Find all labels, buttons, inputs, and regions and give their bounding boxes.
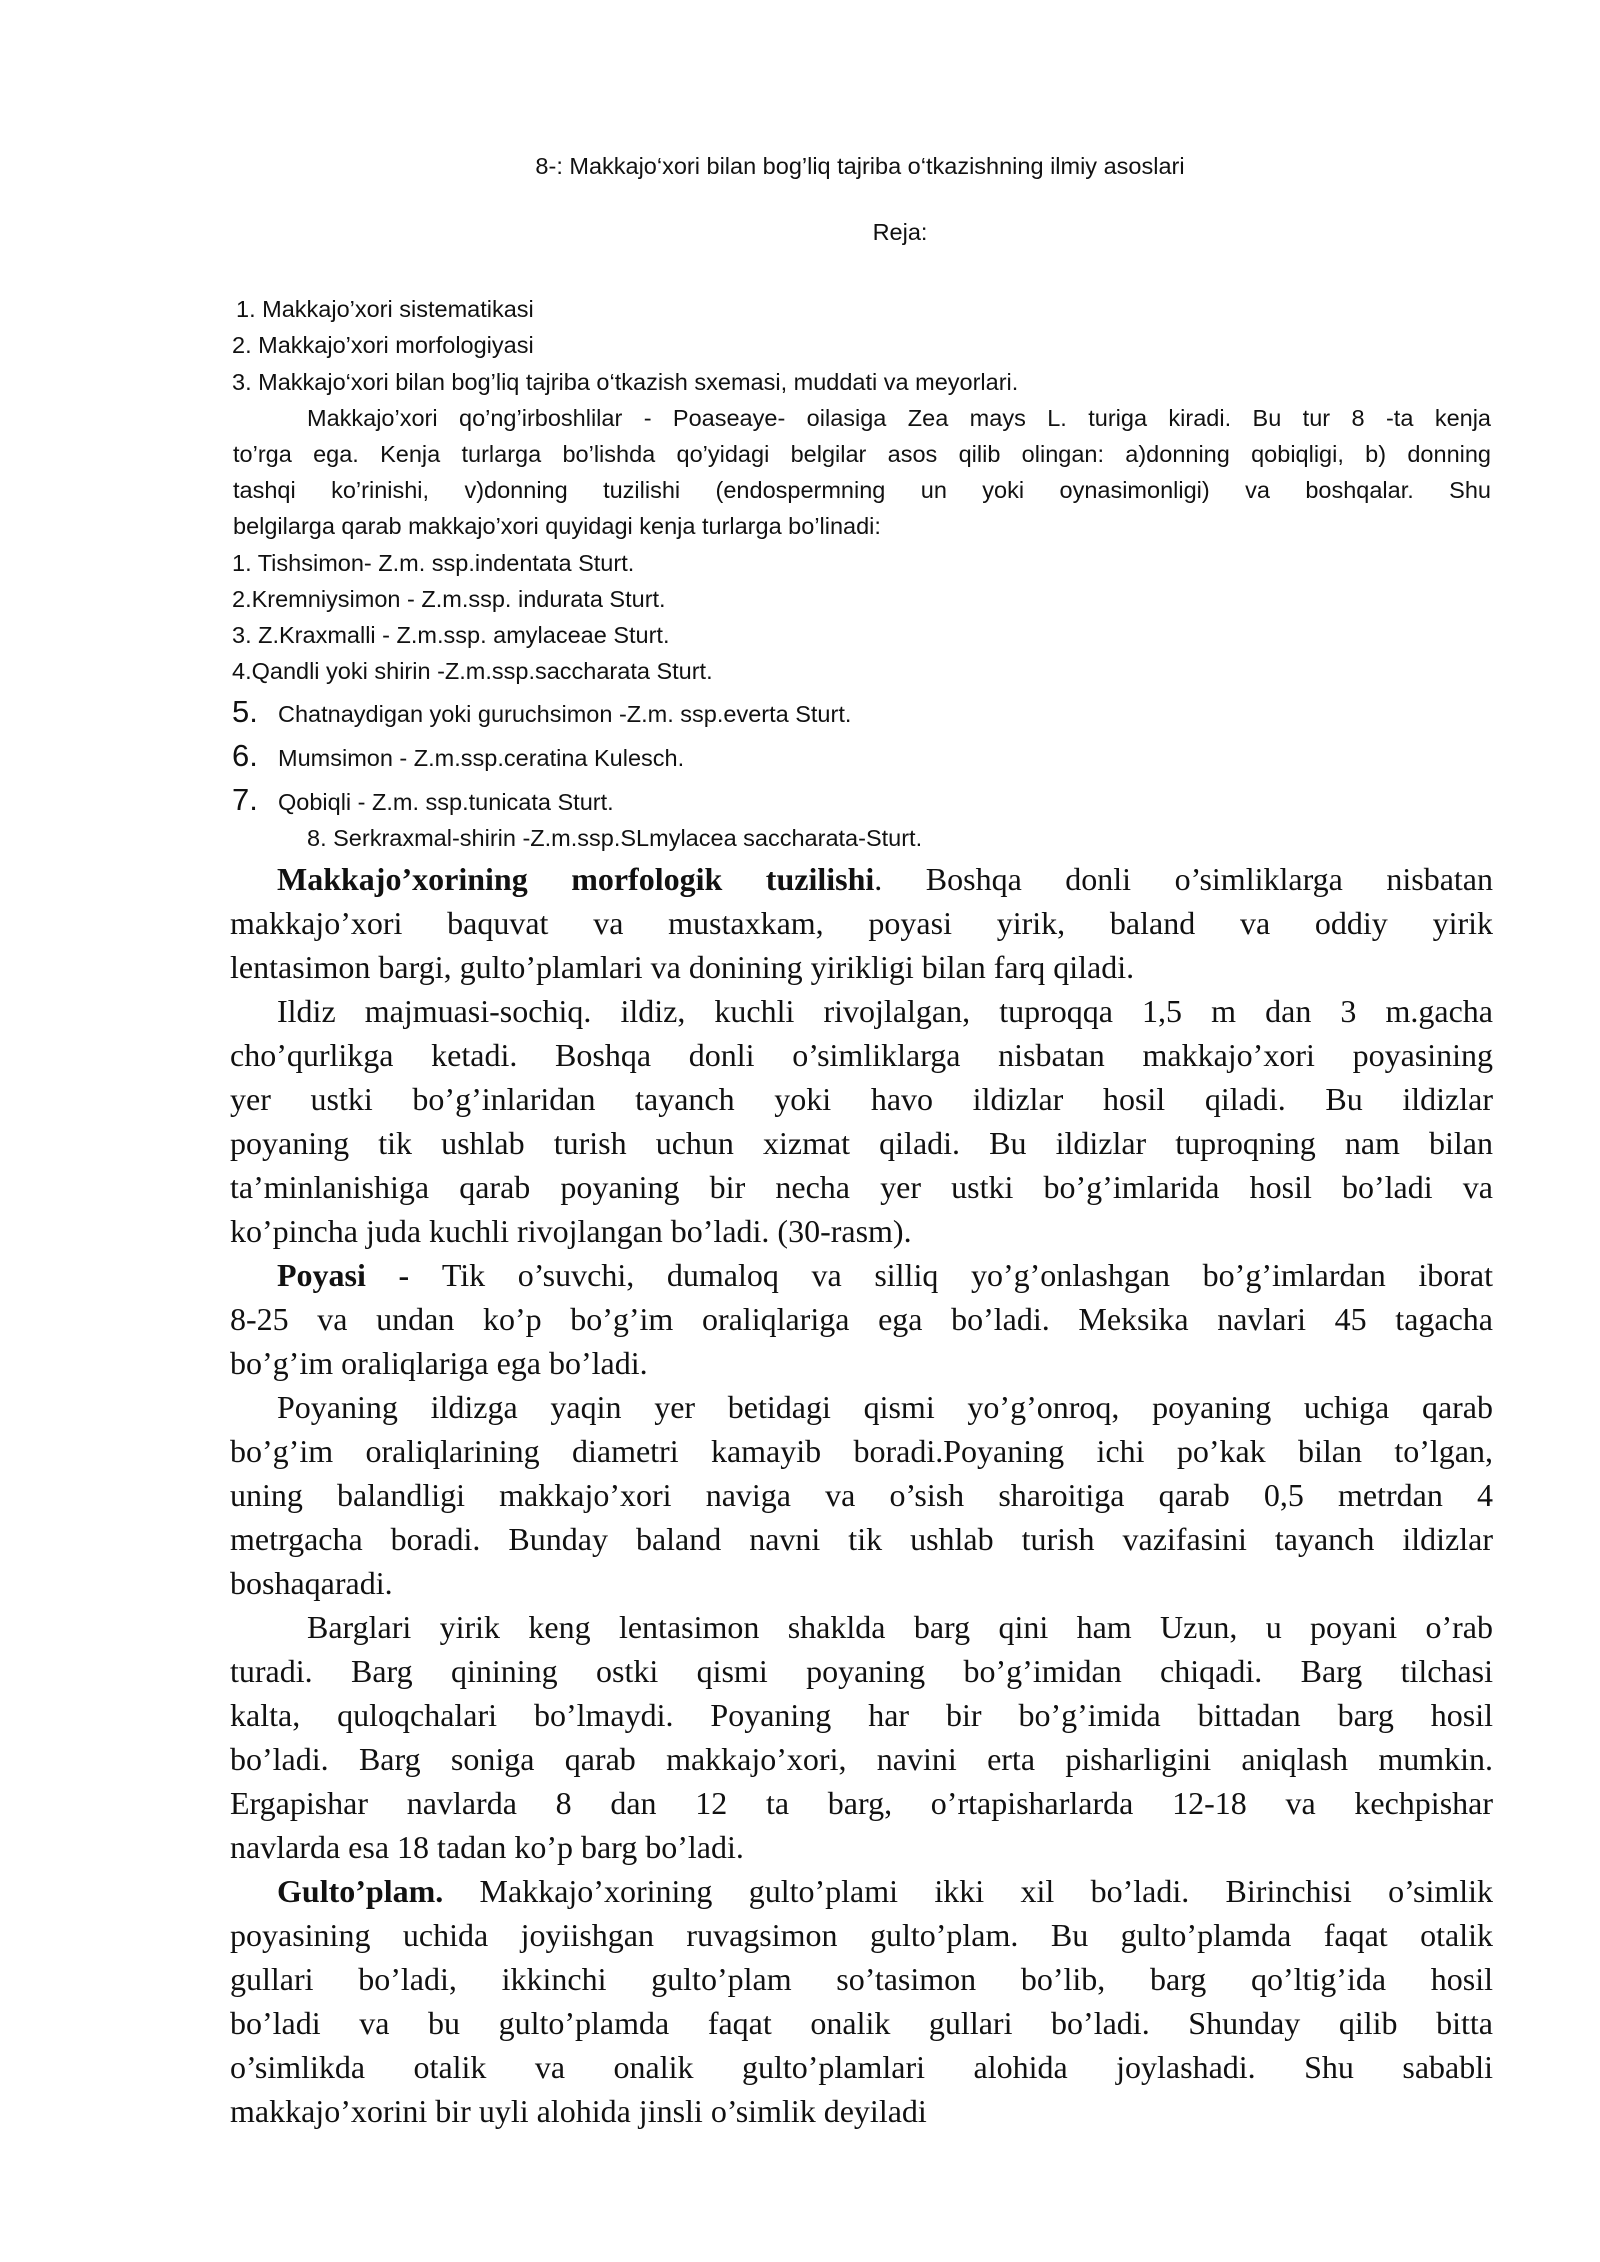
plan-heading: Reja: [872,219,928,245]
flower-heading: Gulto’plam. [277,1873,444,1909]
subspecies-item-4: 4.Qandli yoki shirin -Z.m.ssp.saccharata Sturt. [232,658,713,684]
intro-line-1: Makkajo’xori qo’ng’irboshlilar - Poaseaye- oilasiga Zea mays L. turiga kiradi. Bu tur 8 -ta kenja [307,405,1491,431]
subspecies-item-7 [232,782,614,818]
leaves-line-3: kalta, quloqchalari bo’lmaydi. Poyaning har bir bo’g’imida bittadan barg hosil [230,1697,1493,1733]
subspecies-text: Chatnaydigan yoki guruchsimon -Z.m. ssp.everta Sturt. [278,701,852,727]
morph-line-1-text: . Boshqa donli o’simliklarga nisbatan [874,861,1493,897]
plan-item-2: 2. Makkajo’xori morfologiyasi [232,332,534,358]
flower-line-2: poyasining uchida joyiishgan ruvagsimon gulto’plam. Bu gulto’plamda faqat otalik [230,1917,1493,1953]
leaves-line-5: Ergapishar navlarda 8 dan 12 ta barg, o’rtapisharlarda 12-18 va kechpishar [230,1785,1493,1821]
intro-line-4: belgilarga qarab makkajo’xori quyidagi kenja turlarga bo’linadi: [233,513,881,539]
subspecies-item-5 [232,694,851,730]
stem-line-1-text: Tik o’suvchi, dumaloq va silliq yo’g’onlashgan bo’g’imlardan iborat [441,1257,1494,1293]
flower-line-1-text: Makkajo’xorining gulto’plami ikki xil bo’ladi. Birinchisi o’simlik [443,1873,1493,1909]
flower-line-4: bo’ladi va bu gulto’plamda faqat onalik gullari bo’ladi. Shunday qilib bitta [230,2005,1493,2041]
flower-line-5: o’simlikda otalik va onalik gulto’plamlari alohida joylashadi. Shu sababli [230,2049,1493,2085]
subspecies-item-1: 1. Tishsimon- Z.m. ssp.indentata Sturt. [232,550,635,576]
subspecies-text: Qobiqli - Z.m. ssp.tunicata Sturt. [278,789,614,815]
roots-line-5: ta’minlanishiga qarab poyaning bir necha yer ustki bo’g’imlarida hosil bo’ladi va [230,1169,1493,1205]
stem-heading: Poyasi - [277,1257,442,1293]
plan-item-3: 3. Makkajo‘xori bilan bog’liq tajriba o‘tkazish sxemasi, muddati va meyorlari. [232,369,1019,395]
leaves-line-6: navlarda esa 18 tadan ko’p barg bo’ladi. [230,1829,744,1865]
stem-line-2: 8-25 va undan ko’p bo’g’im oraliqlariga ega bo’ladi. Meksika navlari 45 tagacha [230,1301,1493,1337]
plan-item-1: 1. Makkajo’xori sistematikasi [236,296,534,322]
flower-line-1 [277,1873,1493,1910]
flower-line-6: makkajo’xorini bir uyli alohida jinsli o’simlik deyiladi [230,2093,927,2129]
stem2-line-1: Poyaning ildizga yaqin yer betidagi qismi yo’g’onroq, poyaning uchiga qarab [277,1389,1493,1425]
leaves-line-2: turadi. Barg qinining ostki qismi poyaning bo’g’imidan chiqadi. Barg tilchasi [230,1653,1493,1689]
subspecies-number: 5. [232,694,258,729]
flower-line-3: gullari bo’ladi, ikkinchi gulto’plam so’tasimon bo’lib, barg qo’ltig’ida hosil [230,1961,1493,1997]
morph-line-1 [277,861,1493,898]
roots-line-1: Ildiz majmuasi-sochiq. ildiz, kuchli rivojlalgan, tuproqqa 1,5 m dan 3 m.gacha [277,993,1493,1029]
leaves-line-1: Barglari yirik keng lentasimon shakldа barg qini ham Uzun, u poyani o’rab [307,1609,1493,1645]
stem-line-3: bo’g’im oraliqlariga ega bo’ladi. [230,1345,648,1381]
roots-line-4: poyaning tik ushlab turish uchun xizmat qiladi. Bu ildizlar tuproqning nam bilan [230,1125,1493,1161]
roots-line-6: ko’pincha juda kuchli rivojlangan bo’ladi. (30-rasm). [230,1213,912,1249]
stem2-line-4: metrgacha boradi. Bunday baland navni tik ushlab turish vazifasini tayanch ildizlar [230,1521,1493,1557]
leaves-line-4: bo’ladi. Barg soniga qarab makkajo’xori, navini erta pisharligini aniqlash mumkin. [230,1741,1493,1777]
subspecies-text: Mumsimon - Z.m.ssp.ceratina Kulesch. [278,745,685,771]
subspecies-item-8: 8. Serkraxmal-shirin -Z.m.ssp.SLmylacea saccharata-Sturt. [307,825,923,851]
page-title: 8-: Makkajo‘xori bilan bog’liq tajriba o‘tkazishning ilmiy asoslari [535,153,1185,179]
subspecies-item-6 [232,738,684,774]
stem2-line-3: uning balandligi makkajo’xori naviga va o’sish sharoitiga qarab 0,5 metrdan 4 [230,1477,1493,1513]
morph-line-3: lentasimon bargi, gulto’plamlari va donining yirikligi bilan farq qiladi. [230,949,1135,985]
roots-line-2: cho’qurlikga ketadi. Boshqa donli o’simliklarga nisbatan makkajo’xori poyasining [230,1037,1493,1073]
stem-line-1 [277,1257,1493,1294]
intro-line-2: to’rga ega. Kenja turlarga bo’lishda qo’yidagi belgilar asos qilib olingan: a)donning qobiqligi, b) donning [233,441,1491,467]
roots-line-3: yer ustki bo’g’inlaridan tayanch yoki havo ildizlar hosil qiladi. Bu ildizlar [230,1081,1493,1117]
stem2-line-2: bo’g’im oraliqlarining diametri kamayib boradi.Poyaning ichi po’kak bilan to’lgan, [230,1433,1493,1469]
subspecies-number: 6. [232,738,258,773]
morph-heading: Makkajo’xorining morfologik tuzilishi [277,861,875,897]
subspecies-item-2: 2.Kremniysimon - Z.m.ssp. indurata Sturt. [232,586,666,612]
morph-line-2: makkajo’xori baquvat va mustaxkam, poyasi yirik, baland va oddiy yirik [230,905,1493,941]
intro-line-3: tashqi ko’rinishi, v)donning tuzilishi (endospermning un yoki oynasimonligi) va boshqalar. Shu [233,477,1491,503]
subspecies-number: 7. [232,782,258,817]
stem2-line-5: boshaqaradi. [230,1565,393,1601]
subspecies-item-3: 3. Z.Kraxmalli - Z.m.ssp. amylaceae Sturt. [232,622,670,648]
